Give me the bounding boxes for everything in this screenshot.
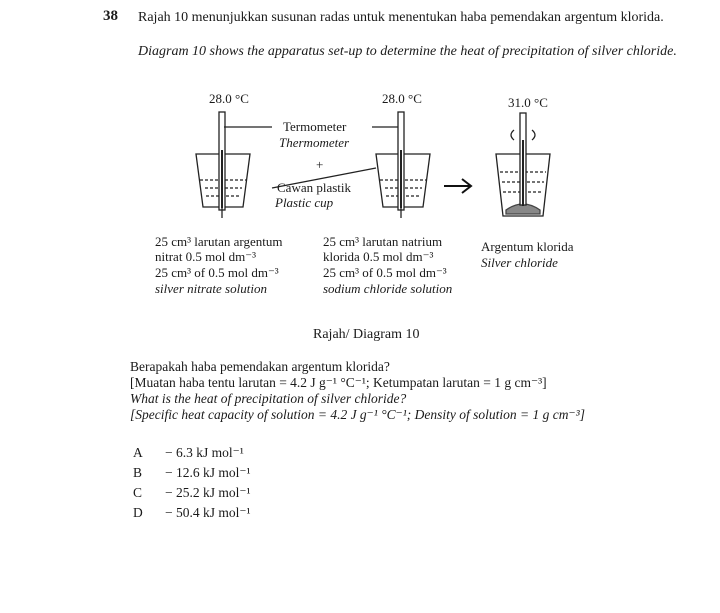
left-solution-malay-2: nitrat 0.5 mol dm⁻³: [155, 249, 257, 264]
data-malay: [Muatan haba tentu larutan = 4.2 J g⁻¹ °C⁻¹; Ketumpatan larutan = 1 g cm⁻³]: [130, 375, 547, 390]
option-d[interactable]: [133, 505, 251, 521]
left-solution-english-2: silver nitrate solution: [155, 281, 267, 296]
left-cup: [196, 112, 272, 218]
middle-solution-malay-2: klorida 0.5 mol dm⁻³: [323, 249, 434, 264]
option-b[interactable]: [133, 465, 251, 481]
question-english: What is the heat of precipitation of silver chloride?: [130, 391, 407, 406]
option-letter: B: [133, 465, 143, 480]
cup-label-malay: Cawan plastik: [277, 180, 352, 195]
option-text: − 12.6 kJ mol⁻¹: [165, 465, 251, 480]
middle-solution-malay-1: 25 cm³ larutan natrium: [323, 234, 443, 249]
option-c[interactable]: [133, 485, 251, 501]
product-label-malay: Argentum klorida: [481, 239, 574, 254]
option-text: − 6.3 kJ mol⁻¹: [165, 445, 244, 460]
question-malay: Berapakah haba pemendakan argentum klorida?: [130, 359, 390, 374]
thermometer-label-malay: Termometer: [283, 119, 347, 134]
temperature-middle: 28.0 °C: [382, 91, 422, 106]
diagram-caption: Rajah/ Diagram 10: [313, 327, 420, 342]
plus-sign: +: [316, 157, 324, 172]
left-solution-english-1: 25 cm³ of 0.5 mol dm⁻³: [155, 265, 279, 280]
temperature-left: 28.0 °C: [209, 91, 249, 106]
question-stem-english: Diagram 10 shows the apparatus set-up to determine the heat of precipitation of silver chloride.: [138, 44, 677, 59]
data-english: [Specific heat capacity of solution = 4.2 J g⁻¹ °C⁻¹; Density of solution = 1 g cm⁻³]: [130, 407, 585, 422]
thermometer-label-english: Thermometer: [279, 135, 350, 150]
reaction-arrow: [444, 179, 471, 193]
middle-solution-english-1: 25 cm³ of 0.5 mol dm⁻³: [323, 265, 447, 280]
option-letter: C: [133, 485, 143, 500]
option-text: − 50.4 kJ mol⁻¹: [165, 505, 251, 520]
product-label-english: Silver chloride: [481, 255, 558, 270]
question-number: 38: [103, 8, 118, 24]
cup-label-english: Plastic cup: [275, 195, 334, 210]
right-cup: [496, 113, 550, 216]
question-stem-malay: Rajah 10 menunjukkan susunan radas untuk menentukan haba pemendakan argentum klorida.: [138, 10, 664, 25]
option-letter: D: [133, 505, 143, 520]
left-solution-malay-1: 25 cm³ larutan argentum: [155, 234, 283, 249]
middle-solution-english-2: sodium chloride solution: [323, 281, 453, 296]
option-text: − 25.2 kJ mol⁻¹: [165, 485, 251, 500]
option-a[interactable]: [133, 445, 244, 461]
option-letter: A: [133, 445, 143, 460]
temperature-right: 31.0 °C: [508, 95, 548, 110]
